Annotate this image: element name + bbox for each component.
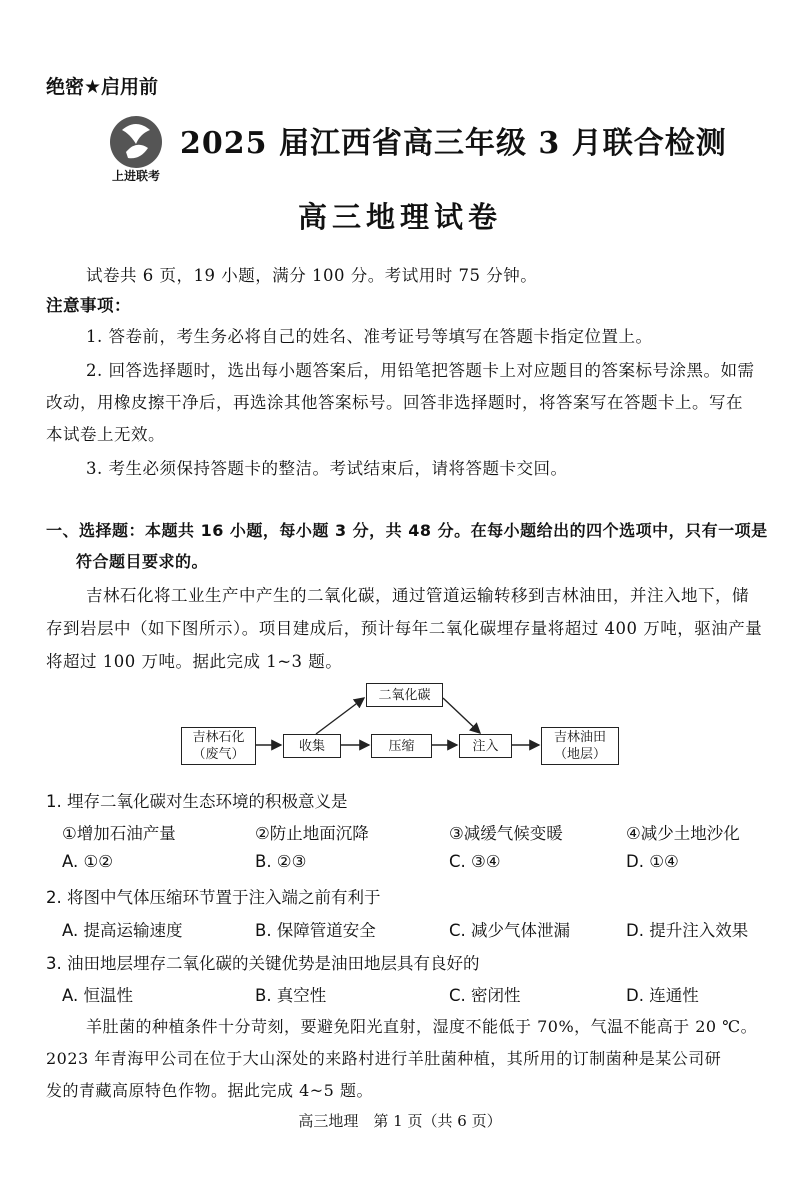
question-3-stem: 3. 油田地层埋存二氧化碳的关键优势是油田地层具有良好的: [46, 954, 480, 973]
question-3-option-b: B. 真空性: [255, 986, 327, 1005]
node-source-line-1: 吉林石化: [192, 730, 245, 745]
question-1-statement-3: ③减缓气候变暖: [449, 824, 563, 843]
question-1-option-d: D. ①④: [626, 852, 679, 871]
question-1-option-c: C. ③④: [449, 852, 501, 871]
node-destination: [541, 727, 619, 765]
question-2-option-d: D. 提升注入效果: [626, 921, 749, 940]
question-1-statement-1: ①增加石油产量: [62, 824, 176, 843]
node-source: [181, 727, 256, 765]
page-footer: 高三地理 第 1 页（共 6 页）: [298, 1112, 502, 1130]
notice-heading: 注意事项：: [46, 296, 131, 315]
passage-2-line-3: 发的青藏高原特色作物。据此完成 4~5 题。: [46, 1081, 373, 1100]
question-1-option-a: A. ①②: [62, 852, 114, 871]
question-3-option-d: D. 连通性: [626, 986, 699, 1005]
section-1-heading-line-1: 一、选择题：本题共 16 小题，每小题 3 分，共 48 分。在每小题给出的四个选项中，只有一项是: [46, 521, 768, 540]
notice-item-2-line-1: 2. 回答选择题时，选出每小题答案后，用铅笔把答题卡上对应题目的答案标号涂黑。如需: [86, 361, 755, 380]
question-1-option-b: B. ②③: [255, 852, 307, 871]
exam-subtitle: 高三地理试卷: [297, 200, 502, 234]
node-collect: 收集: [283, 734, 341, 758]
passage-2-line-2: 2023 年青海甲公司在位于大山深处的来路村进行羊肚菌种植，其所用的订制菌种是某公司研: [46, 1049, 722, 1068]
notice-item-2-line-2: 改动，用橡皮擦干净后，再选涂其他答案标号。回答非选择题时，将答案写在答题卡上。写在: [46, 393, 743, 412]
section-1-heading-line-2: 符合题目要求的。: [76, 552, 209, 571]
node-compress: 压缩: [371, 734, 432, 758]
node-inject: 注入: [459, 734, 512, 758]
arrow-co2-to-inject: [443, 698, 480, 733]
question-1-statement-2: ②防止地面沉降: [255, 824, 369, 843]
logo-text: 上进联考: [111, 169, 161, 183]
question-3-option-c: C. 密闭性: [449, 986, 521, 1005]
notice-item-3: 3. 考生必须保持答题卡的整洁。考试结束后，请将答题卡交回。: [86, 459, 568, 478]
arrow-collect-to-co2: [316, 698, 364, 734]
question-2-option-c: C. 减少气体泄漏: [449, 921, 571, 940]
notice-item-1: 1. 答卷前，考生务必将自己的姓名、准考证号等填写在答题卡指定位置上。: [86, 327, 653, 346]
passage-2-line-1: 羊肚菌的种植条件十分苛刻，要避免阳光直射，湿度不能低于 70%，气温不能高于 20 ℃。: [86, 1017, 758, 1036]
question-3-option-a: A. 恒温性: [62, 986, 133, 1005]
passage-1-line-2: 存到岩层中（如下图所示）。项目建成后，预计每年二氧化碳埋存量将超过 400 万吨，驱油产量: [46, 619, 763, 638]
node-destination-line-1: 吉林油田: [553, 730, 606, 745]
question-2-stem: 2. 将图中气体压缩环节置于注入端之前有利于: [46, 888, 381, 907]
question-1-statement-4: ④减少土地沙化: [626, 824, 740, 843]
node-co2: 二氧化碳: [366, 683, 443, 707]
exam-title: 2025 届江西省高三年级 3 月联合检测: [180, 126, 727, 161]
question-2-option-b: B. 保障管道安全: [255, 921, 376, 940]
intro-text: 试卷共 6 页，19 小题，满分 100 分。考试用时 75 分钟。: [86, 266, 538, 285]
passage-1-line-3: 将超过 100 万吨。据此完成 1~3 题。: [46, 652, 343, 671]
notice-item-2-line-3: 本试卷上无效。: [46, 425, 165, 444]
question-1-stem: 1. 埋存二氧化碳对生态环境的积极意义是: [46, 792, 348, 811]
node-source-line-2: （废气）: [192, 747, 245, 762]
node-destination-line-2: （地层）: [553, 747, 606, 762]
passage-1-line-1: 吉林石化将工业生产中产生的二氧化碳，通过管道运输转移到吉林油田，并注入地下，储: [86, 586, 749, 605]
question-2-option-a: A. 提高运输速度: [62, 921, 183, 940]
confidential-label: 绝密★启用前: [46, 76, 159, 98]
